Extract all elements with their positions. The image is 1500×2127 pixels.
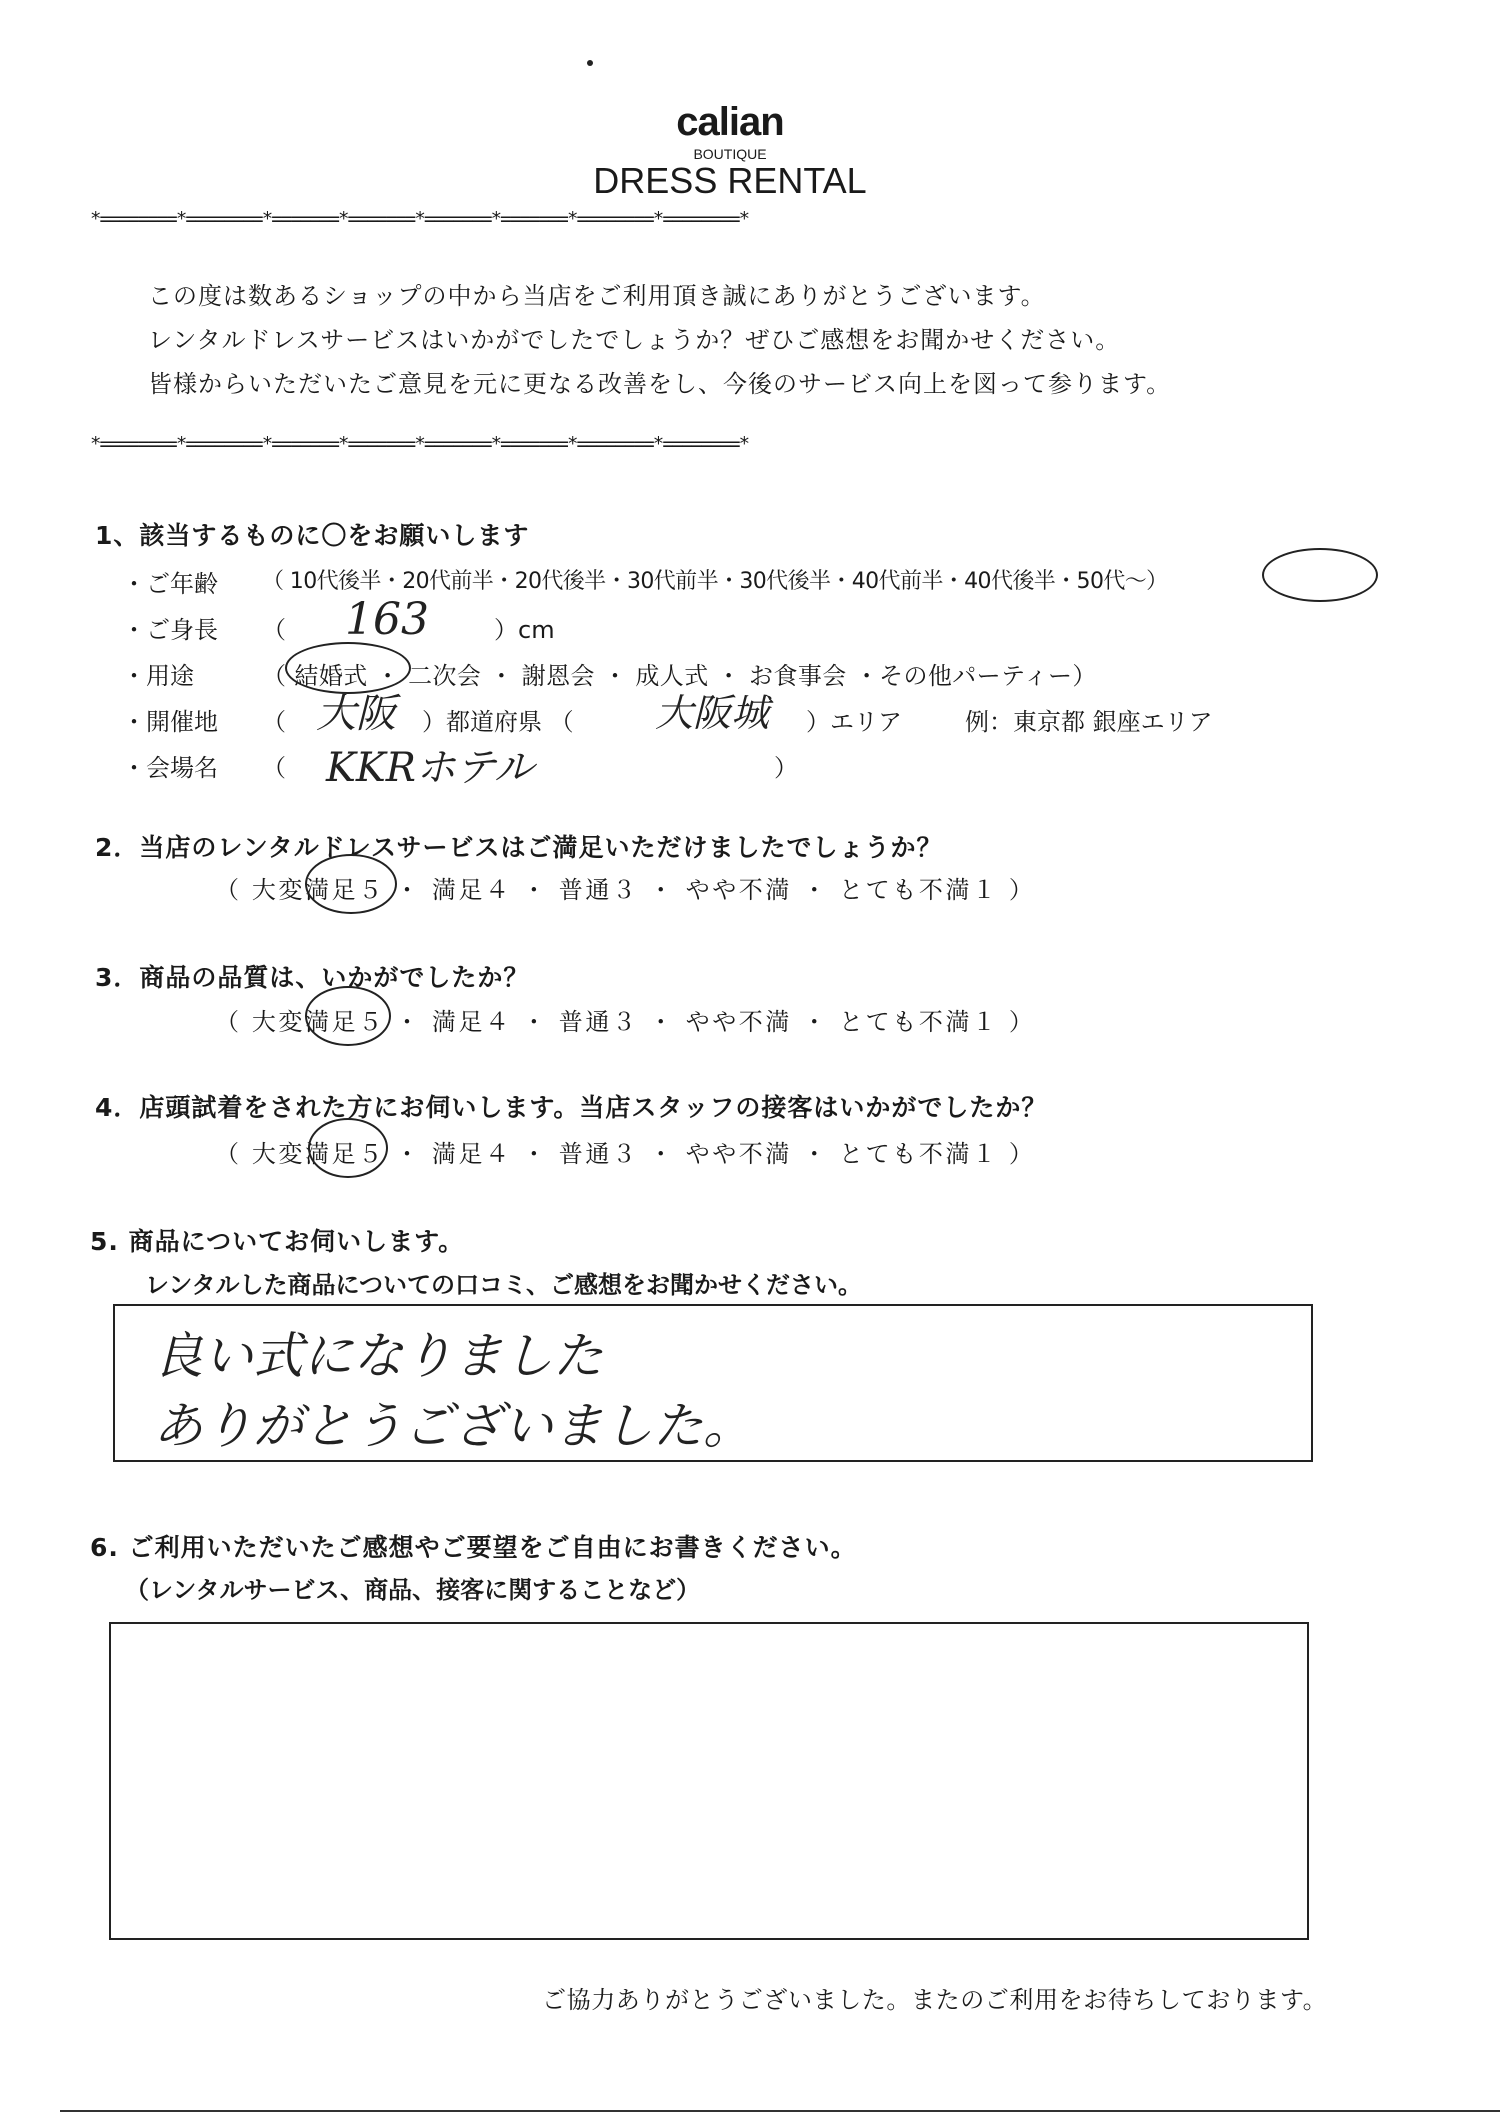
separator-top: *========*========*=======*=======*=======*=======*========*========*: [90, 208, 749, 230]
separator-bottom: *========*========*=======*=======*=======*=======*========*========*: [90, 433, 749, 455]
q4-title: 4．店頭試着をされた方にお伺いします。当店スタッフの接客はいかがでしたか？: [95, 1093, 1048, 1122]
venue-name-label: ・会場名: [122, 754, 218, 782]
venue-name-close: ）: [774, 754, 798, 782]
height-close: ）cm: [494, 616, 555, 644]
area-value[interactable]: 大阪城: [655, 691, 770, 735]
q5-title: 5. 商品についてお伺いします。: [90, 1227, 465, 1256]
q5-answer-box[interactable]: [113, 1304, 1313, 1462]
brand-logo: calian: [676, 100, 784, 144]
q2-title: 2．当店のレンタルドレスサービスはご満足いただけましたでしょうか？: [95, 833, 943, 862]
age-label: ・ご年齢: [122, 570, 218, 598]
prefecture-value[interactable]: 大阪: [316, 691, 396, 737]
height-label: ・ご身長: [122, 616, 218, 644]
purpose-options: （ 結婚式 ・ 二次会 ・ 謝恩会 ・ 成人式 ・ お食事会 ・その他パーティー）: [262, 662, 1097, 690]
q3-selected-circle: [305, 986, 391, 1046]
height-open: （: [262, 616, 286, 644]
q3-title: 3．商品の品質は、いかがでしたか？: [95, 963, 530, 992]
q6-answer-box[interactable]: [109, 1622, 1309, 1940]
venue-name-value[interactable]: KKRホテル: [326, 745, 534, 791]
service-title: DRESS RENTAL: [593, 160, 867, 201]
q4-options: （ 大変満足５ ・ 満足４ ・ 普通３ ・ やや不満 ・ とても不満１ ）: [215, 1140, 1036, 1168]
stray-mark: [587, 60, 593, 66]
intro-line-3: 皆様からいただいたご意見を元に更なる改善をし、今後のサービス向上を図って参ります。: [148, 370, 1172, 398]
q3-options: （ 大変満足５ ・ 満足４ ・ 普通３ ・ やや不満 ・ とても不満１ ）: [215, 1008, 1036, 1036]
venue-area-example: 例：東京都 銀座エリア: [965, 708, 1213, 736]
bottom-rule: [60, 2110, 1500, 2112]
q5-subtitle: レンタルした商品についての口コミ、ご感想をお聞かせください。: [145, 1271, 862, 1299]
q1-title: 1、該当するものに〇をお願いします: [95, 521, 530, 550]
venue-area-mid: ）都道府県 （: [422, 708, 574, 736]
q5-answer-line-1: 良い式になりました: [153, 1327, 603, 1385]
age-options: （ 10代後半・20代前半・20代後半・30代前半・30代後半・40代前半・40代後半・50代～）: [262, 569, 1168, 594]
venue-area-close: ）エリア: [806, 708, 902, 736]
age-selected-circle: [1262, 548, 1378, 602]
q2-options: （ 大変満足５ ・ 満足４ ・ 普通３ ・ やや不満 ・ とても不満１ ）: [215, 876, 1036, 904]
q2-selected-circle: [305, 854, 397, 914]
brand-sub: BOUTIQUE: [693, 146, 767, 162]
q4-selected-circle: [308, 1118, 388, 1178]
q5-answer-line-2: ありがとうございました。: [153, 1397, 753, 1455]
venue-area-open: （: [262, 708, 286, 736]
intro-line-1: この度は数あるショップの中から当店をご利用頂き誠にありがとうございます。: [148, 282, 1046, 310]
venue-area-label: ・開催地: [122, 708, 218, 736]
venue-name-open: （: [262, 754, 286, 782]
q6-title: 6. ご利用いただいたご感想やご要望をご自由にお書きください。: [90, 1533, 857, 1562]
footer-thanks: ご協力ありがとうございました。またのご利用をお待ちしております。: [542, 1986, 1328, 2014]
intro-line-2: レンタルドレスサービスはいかがでしたでしょうか？ぜひご感想をお聞かせください。: [148, 326, 1121, 354]
height-value[interactable]: 163: [345, 594, 429, 645]
q6-subtitle: （レンタルサービス、商品、接客に関することなど）: [125, 1576, 701, 1604]
purpose-label: ・用途: [122, 662, 194, 690]
